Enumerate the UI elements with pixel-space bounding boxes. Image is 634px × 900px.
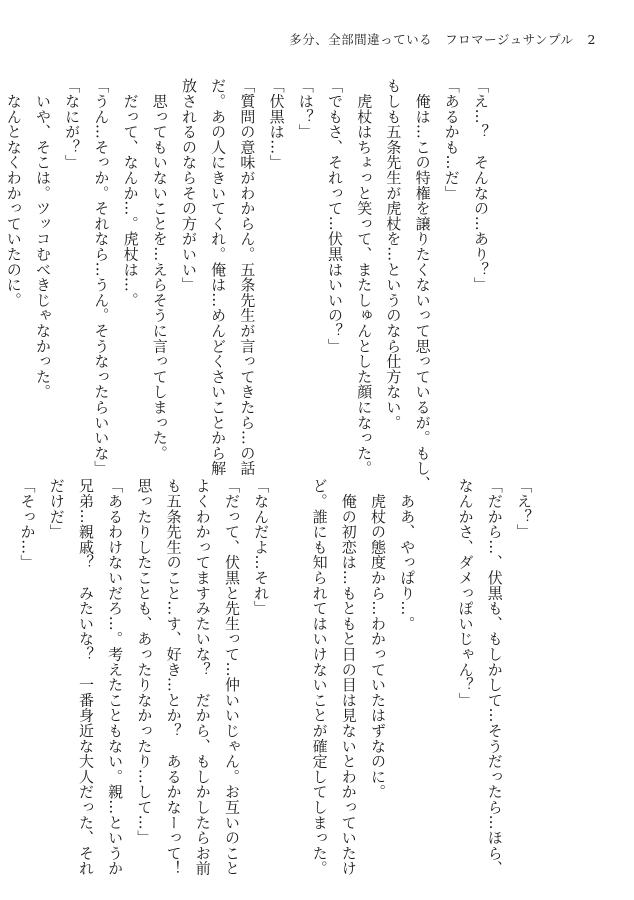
text-line: 「伏黒は…」: [267, 78, 286, 170]
text-line: 「そっか…」: [18, 478, 37, 570]
text-line: 「うん…そっか。それなら…うん。そうなったらいいな」: [92, 78, 111, 476]
page-number: 2: [587, 32, 596, 47]
text-line: 「え？」: [515, 478, 533, 540]
text-line: 俺の初恋は…もともと日の目は見ないとわかっていたけ: [339, 478, 358, 876]
text-line: 「あるわけないだろ…。考えたこともない。親…というか: [106, 478, 125, 876]
text-line: もしも五条先生が虎杖を…というのなら仕方ない。: [384, 78, 403, 430]
header-title: 多分、全部間違っている フロマージュサンプル: [289, 32, 574, 47]
text-line: 「なんだよ…それ」: [252, 478, 271, 616]
text-block-top: [0, 78, 495, 492]
blank-line: [421, 478, 450, 848]
blank-line: [0, 478, 12, 848]
text-line: だ。あの人にきいてくれ。俺は…めんどくさいことから解: [209, 78, 228, 476]
running-header: [289, 30, 596, 48]
text-line: 「質問の意味がわからん。五条先生が言ってきたら…の話: [238, 78, 257, 476]
text-line: 放されるのならその方がいい」: [179, 78, 198, 293]
text-line: 思ってもいないことを…えらそうに言ってしまった。: [150, 78, 169, 461]
text-line: 虎杖の態度から…わかっていたはずなのに。: [368, 478, 387, 800]
text-line: いや、そこは。ツッコむべきじゃなかった。: [33, 78, 52, 400]
text-line: なんかさ、ダメっぽいじゃん？」: [456, 478, 475, 708]
text-line: だって、なんか…。虎杖は…。: [121, 78, 140, 308]
text-line: なんとなくわかっていたのに。: [4, 78, 23, 308]
text-line: ああ、やっぱり…。: [398, 478, 417, 631]
text-line: も五条先生のこと…す、好き…とか？ あるかなーって！: [164, 478, 183, 876]
text-line: 「だって、伏黒と先生って…仲いいじゃん。お互いのこと: [222, 478, 241, 876]
text-line: 思ったりしたことも、あったりなかったり…して…」: [135, 478, 154, 846]
blank-line: [275, 478, 304, 848]
text-line: 兄弟…親戚？ みたいな？ 一番身近な大人だった、それ: [76, 478, 95, 876]
text-line: 「でもさ、それって…伏黒はいいの？」: [325, 78, 344, 354]
text-block-bottom: [0, 478, 538, 876]
text-line: 「あるかも…だ」: [442, 78, 461, 201]
text-line: 「は？」: [296, 78, 315, 140]
text-line: 「なにが？」: [63, 78, 82, 170]
text-line: 「え…？ そんなの…あり？」: [472, 78, 490, 293]
text-line: よくわかってますみたいな？ だから、もしかしたらお前: [193, 478, 212, 876]
text-line: 「だから…、伏黒も、もしかして…そうだったら…ほら、: [485, 478, 504, 876]
text-line: ど。誰にも知られてはいけないことが確定してしまった。: [310, 478, 329, 876]
text-line: だけだ」: [47, 478, 66, 540]
text-line: 俺は…この特権を譲りたくないって思っているが。もし、: [413, 78, 432, 492]
text-line: 虎杖はちょっと笑って、またしゅんとした顔になった。: [355, 78, 374, 476]
